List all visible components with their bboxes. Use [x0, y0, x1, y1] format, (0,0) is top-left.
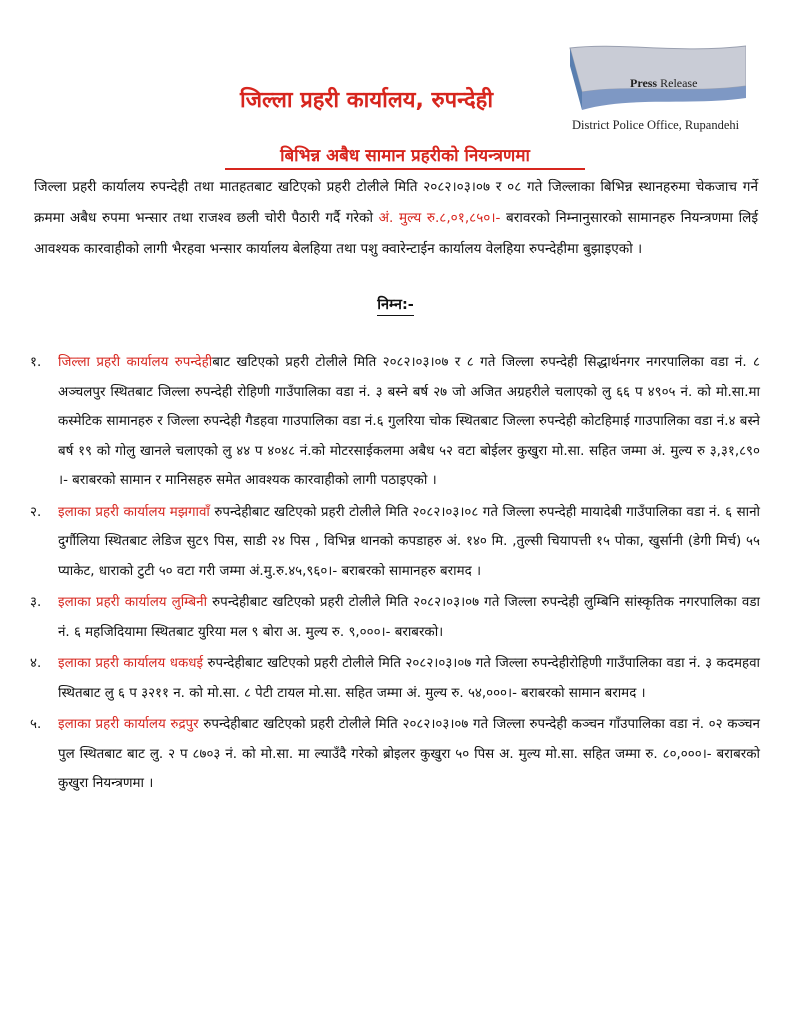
list-item — [30, 588, 760, 647]
item-details: रुपन्देहीबाट खटिएको प्रहरी टोलीले मिति २०८२।०३।०७ गते जिल्ला रुपन्देही कञ्चन गाँउपालिका वडा नं. ०२ कञ्चन पुल स्थितबाट बाट लु. २ प ८७०३ नं. को मो.सा. मा ल्याउँदै गरेको ब्रोइलर कुखुरा ५० पिस अ. मुल्य मो.सा. सहित जम्मा रु. ८०,०००।- बराबरको कुखुरा नियन्त्रणमा । — [58, 717, 760, 791]
intro-paragraph — [34, 172, 758, 265]
press-subject: बिभिन्न अबैध सामान प्रहरीको नियन्त्रणमा — [225, 143, 585, 166]
item-details: रुपन्देहीबाट खटिएको प्रहरी टोलीले मिति २०८२।०३।०८ गते जिल्ला रुपन्देही मायादेबी गाउँपालिका वडा नं. ६ सानो दुर्गौलिया स्थितबाट लेडिज सुट९ पिस, साडी २४ पिस , विभिन्न थानको कपडाहरु अं. १४० मि. ,तुल्सी चियापत्ती १५ पोका, खुर्सानी (डेगी मिर्च) ५५ प्याकेट, धाराको टुटी ५० वटा गरी जम्मा अं.मु.रु.४५,९६०।- बराबरको सामानहरु बरामद । — [58, 504, 761, 579]
intro-text-1: जिल्ला प्रहरी कार्यालय रुपन्देही तथा मातहतबाट खटिएको प्रहरी टोलीले मिति २०८२।०३।०७ र ०८ गते जिल्लाका बिभिन्न स्थानहरुमा चेकजाच गर्ने क्रममा अबैध रुपमा भन्सार तथा राजश्व छली चोरी पैठारी गर्दै गरेको — [34, 179, 758, 226]
item-number: ५. — [30, 717, 42, 732]
item-number: ३. — [30, 595, 42, 610]
office-title: जिल्ला प्रहरी कार्यालय, रुपन्देही — [240, 88, 494, 113]
item-office: इलाका प्रहरी कार्यालय रुद्रपुर — [58, 717, 199, 732]
item-office: जिल्ला प्रहरी कार्यालय रुपन्देही — [58, 355, 213, 370]
list-heading-text: निम्न:- — [377, 297, 414, 316]
item-number: ४. — [30, 656, 42, 671]
list-item — [30, 710, 760, 799]
item-number: १. — [30, 355, 42, 370]
seizure-list — [30, 348, 760, 799]
list-item — [30, 498, 760, 587]
item-office: इलाका प्रहरी कार्यालय लुम्बिनी — [58, 595, 208, 610]
press-release-label: Press Release — [630, 76, 698, 90]
item-number: २. — [30, 504, 42, 520]
item-text — [58, 649, 760, 708]
total-amount: अं. मुल्य रु.८,०१,८५०।- — [378, 210, 501, 226]
item-text — [58, 348, 760, 496]
list-item — [30, 348, 760, 496]
list-item — [30, 649, 760, 708]
intro-text-2: बरावरको निम्नानुसारको सामानहरु नियन्त्रणमा लिई आवश्यक कारवाहीको लागी भैरहवा भन्सार कार्यालय बेलहिया तथा पशु क्वारेन्टाईन कार्यालय वेलहिया रुपन्देहीमा बुझाइएको । — [34, 210, 758, 257]
item-office: इलाका प्रहरी कार्यालय मझगावाँ — [58, 504, 210, 520]
office-name-english: District Police Office, Rupandehi — [572, 118, 740, 132]
item-text — [58, 588, 760, 647]
item-text — [58, 498, 760, 587]
item-details: रुपन्देहीबाट खटिएको प्रहरी टोलीले मिति २०८२।०३।०७ गते जिल्ला रुपन्देही लुम्बिनि सांस्कृतिक नगरपालिका वडा नं. ६ महजिदियामा स्थितबाट युरिया मल ९ बोरा अ. मुल्य रु. ९,०००।- बराबरको। — [58, 595, 760, 640]
item-details: रुपन्देहीबाट खटिएको प्रहरी टोलीले मिति २०८२।०३।०७ गते जिल्ला रुपन्देहीरोहिणी गाउँपालिका वडा नं. ३ कदमहवा स्थितबाट लु ६ प ३२११ न. को मो.सा. ८ पेटी टायल मो.सा. सहित जम्मा अं. मुल्य रु. ५४,०००।- बराबरको सामान बरामद । — [58, 656, 760, 701]
list-heading — [0, 294, 791, 314]
item-details: बाट खटिएको प्रहरी टोलीले मिति २०८२।०३।०७ र ८ गते जिल्ला रुपन्देही सिद्धार्थनगर नगरपालिका वडा नं. ८ अञ्चलपुर स्थितबाट जिल्ला रुपन्देही रोहिणी गाउँपालिका वडा नं. ३ बस्ने बर्ष २७ जो अजित अग्रहरीले चलाएको लु ६६ प ४९०५ नं. को मो.सा.मा कस्मेटिक सामानहरु र जिल्ला रुपन्देही गैडहवा गाउपालिका वडा नं.६ गुलरिया चोक स्थितबाट जिल्ला रुपन्देही कोटहिमाई गाउपालिका वडा नं.४ बस्ने बर्ष १९ को गोलु खानले चलाएको लु ४४ प ४०४८ नं.को मोटरसाईकलमा अबैध ५२ वटा बोईलर कुखुरा मो.सा. सहित जम्मा अं. मुल्य रु ३,३१,८९० ।- बराबरको सामान र मानिसहरु समेत आवश्यक कारवाहीको लागी पठाइएको । — [58, 355, 760, 488]
item-office: इलाका प्रहरी कार्यालय धकधई — [58, 656, 204, 671]
item-text — [58, 710, 760, 799]
